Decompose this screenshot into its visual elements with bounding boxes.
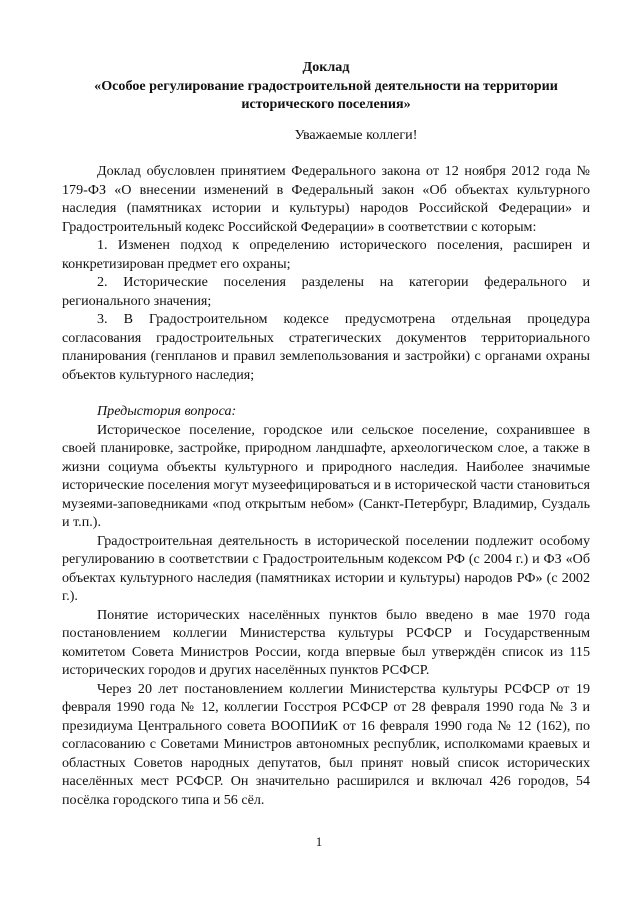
document-title: Доклад	[302, 59, 350, 75]
list-item: 3. В Градостроительном кодексе предусмотрена отдельная процедура согласования градостроительных стратегических документов территориального планирования (генпланов и правил землепользования и застройки) с органами охраны объектов культурного наследия;	[62, 311, 590, 383]
history-paragraph: Понятие исторических населённых пунктов было введено в мае 1970 года постановлением коллегии Министерства культуры РСФСР и Государственным комитетом Совета Министров России, когда впервые был утверждён список из 115 исторических городов и других населённых пунктов РСФСР.	[62, 606, 590, 678]
page-number: 1	[315, 834, 323, 849]
history-paragraph: Через 20 лет постановлением коллегии Министерства культуры РСФСР от 19 февраля 1990 года № 12, коллегии Госстроя РСФСР от 28 февраля 1990 года № 3 и президиума Центрального совета ВООПИиК от 16 февраля 1990 года № 12 (162), по согласованию с Советами Министров автономных республик, исполкомами краевых и областных Советов народных депутатов, был принят новый список исторических населённых мест РСФСР. Он значительно расширился и включал 426 городов, 54 посёлка городского типа и 56 сёл.	[62, 680, 590, 808]
greeting: Уважаемые коллеги!	[294, 126, 418, 143]
document-subtitle: «Особое регулирование градостроительной деятельности на территории исторического поселения»	[94, 77, 558, 112]
intro-paragraph: Доклад обусловлен принятием Федерального закона от 12 ноября 2012 года № 179-ФЗ «О внесении изменений в Федеральный закон «Об объектах культурного наследия (памятниках истории и культуры) народов Российской Федерации» и Градостроительный кодекс Российской Федерации» в соответствии с которым:	[62, 163, 590, 235]
list-item: 2. Исторические поселения разделены на категории федерального и регионального значения;	[62, 274, 590, 309]
document-page	[62, 58, 590, 809]
section-heading: Предыстория вопроса:	[97, 403, 237, 419]
list-item: 1. Изменен подход к определению исторического поселения, расширен и конкретизирован предмет его охраны;	[62, 237, 590, 272]
history-paragraph: Градостроительная деятельность в исторической поселении подлежит особому регулированию в соответствии с Градостроительным кодексом РФ (с 2004 г.) и ФЗ «Об объектах культурного наследия (памятниках истории и культуры) народов РФ» (с 2002 г.).	[62, 532, 590, 604]
history-paragraph: Историческое поселение, городское или сельское поселение, сохранившее в своей планировке, застройке, природном ландшафте, археологическом слое, а также в жизни социума объекты культурного и природного наследия. Наиболее значимые исторические поселения могут музеефицироваться и в исторической части становиться музеями-заповедниками «под открытым небом» (Санкт-Петербург, Владимир, Суздаль и т.п.).	[62, 421, 590, 530]
